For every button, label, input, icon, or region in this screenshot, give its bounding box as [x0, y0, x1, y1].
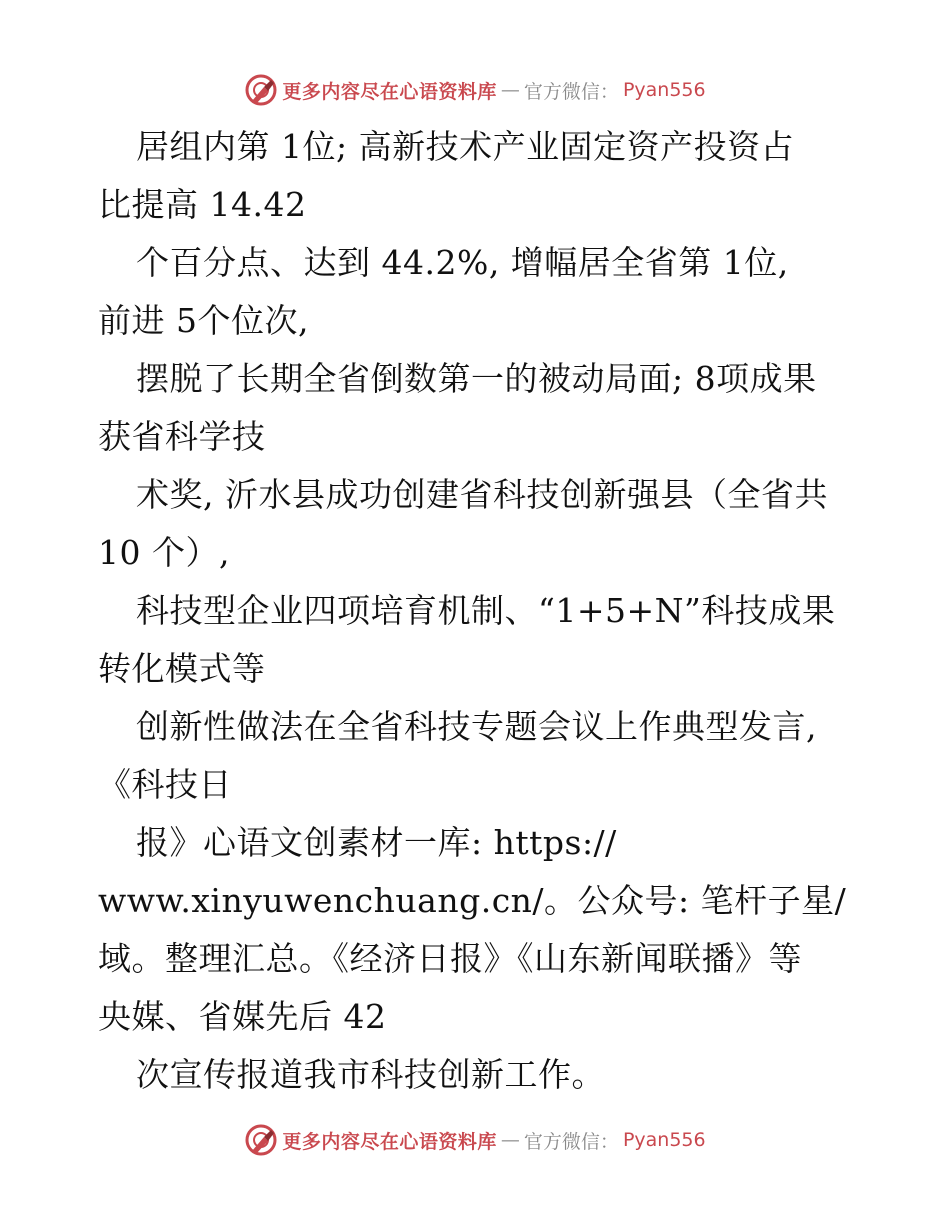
pen-logo-icon — [244, 73, 278, 107]
body-line: 创新性做法在全省科技专题会议上作典型发言, — [136, 707, 817, 746]
page-header — [0, 70, 950, 110]
body-line: 个百分点、达到 44.2%, 增幅居全省第 1位, — [136, 243, 789, 282]
body-line: 报》心语文创素材一库: https:// — [136, 823, 617, 862]
header-brand-text: 更多内容尽在心语资料库 — [282, 80, 497, 103]
document-body — [98, 118, 858, 1104]
header-brand — [244, 73, 705, 107]
body-line: 摆脱了长期全省倒数第一的被动局面; 8项成果 — [136, 359, 817, 398]
body-line: 央媒、省媒先后 42 — [98, 997, 387, 1036]
body-line: 术奖, 沂水县成功创建省科技创新强县（全省共 — [136, 475, 828, 514]
body-line: 域。整理汇总。《经济日报》《山东新闻联播》等 — [98, 939, 802, 978]
body-line: 获省科学技 — [98, 417, 266, 456]
pen-logo-icon — [244, 1123, 278, 1157]
footer-brand-text: 更多内容尽在心语资料库 — [282, 1130, 497, 1153]
body-line: 10 个）, — [98, 533, 230, 572]
header-wechat-label: 官方微信： — [523, 80, 619, 103]
header-separator: — — [500, 79, 520, 101]
body-line: 科技型企业四项培育机制、“1+5+N”科技成果 — [136, 591, 836, 630]
footer-separator: — — [500, 1129, 520, 1151]
body-line: 转化模式等 — [98, 649, 266, 688]
body-line: www.xinyuwenchuang.cn/。公众号: 笔杆子星/ — [98, 881, 847, 920]
footer-brand — [244, 1123, 705, 1157]
page-footer — [0, 1120, 950, 1160]
body-line: 前进 5个位次, — [98, 301, 309, 340]
footer-wechat-label: 官方微信： — [523, 1130, 619, 1153]
header-wechat-id: Pyan556 — [622, 79, 706, 101]
footer-wechat-id: Pyan556 — [622, 1129, 706, 1151]
body-line: 比提高 14.42 — [98, 185, 307, 224]
body-line: 次宣传报道我市科技创新工作。 — [136, 1055, 605, 1094]
body-line: 居组内第 1位; 高新技术产业固定资产投资占 — [136, 127, 795, 166]
body-line: 《科技日 — [98, 765, 232, 804]
